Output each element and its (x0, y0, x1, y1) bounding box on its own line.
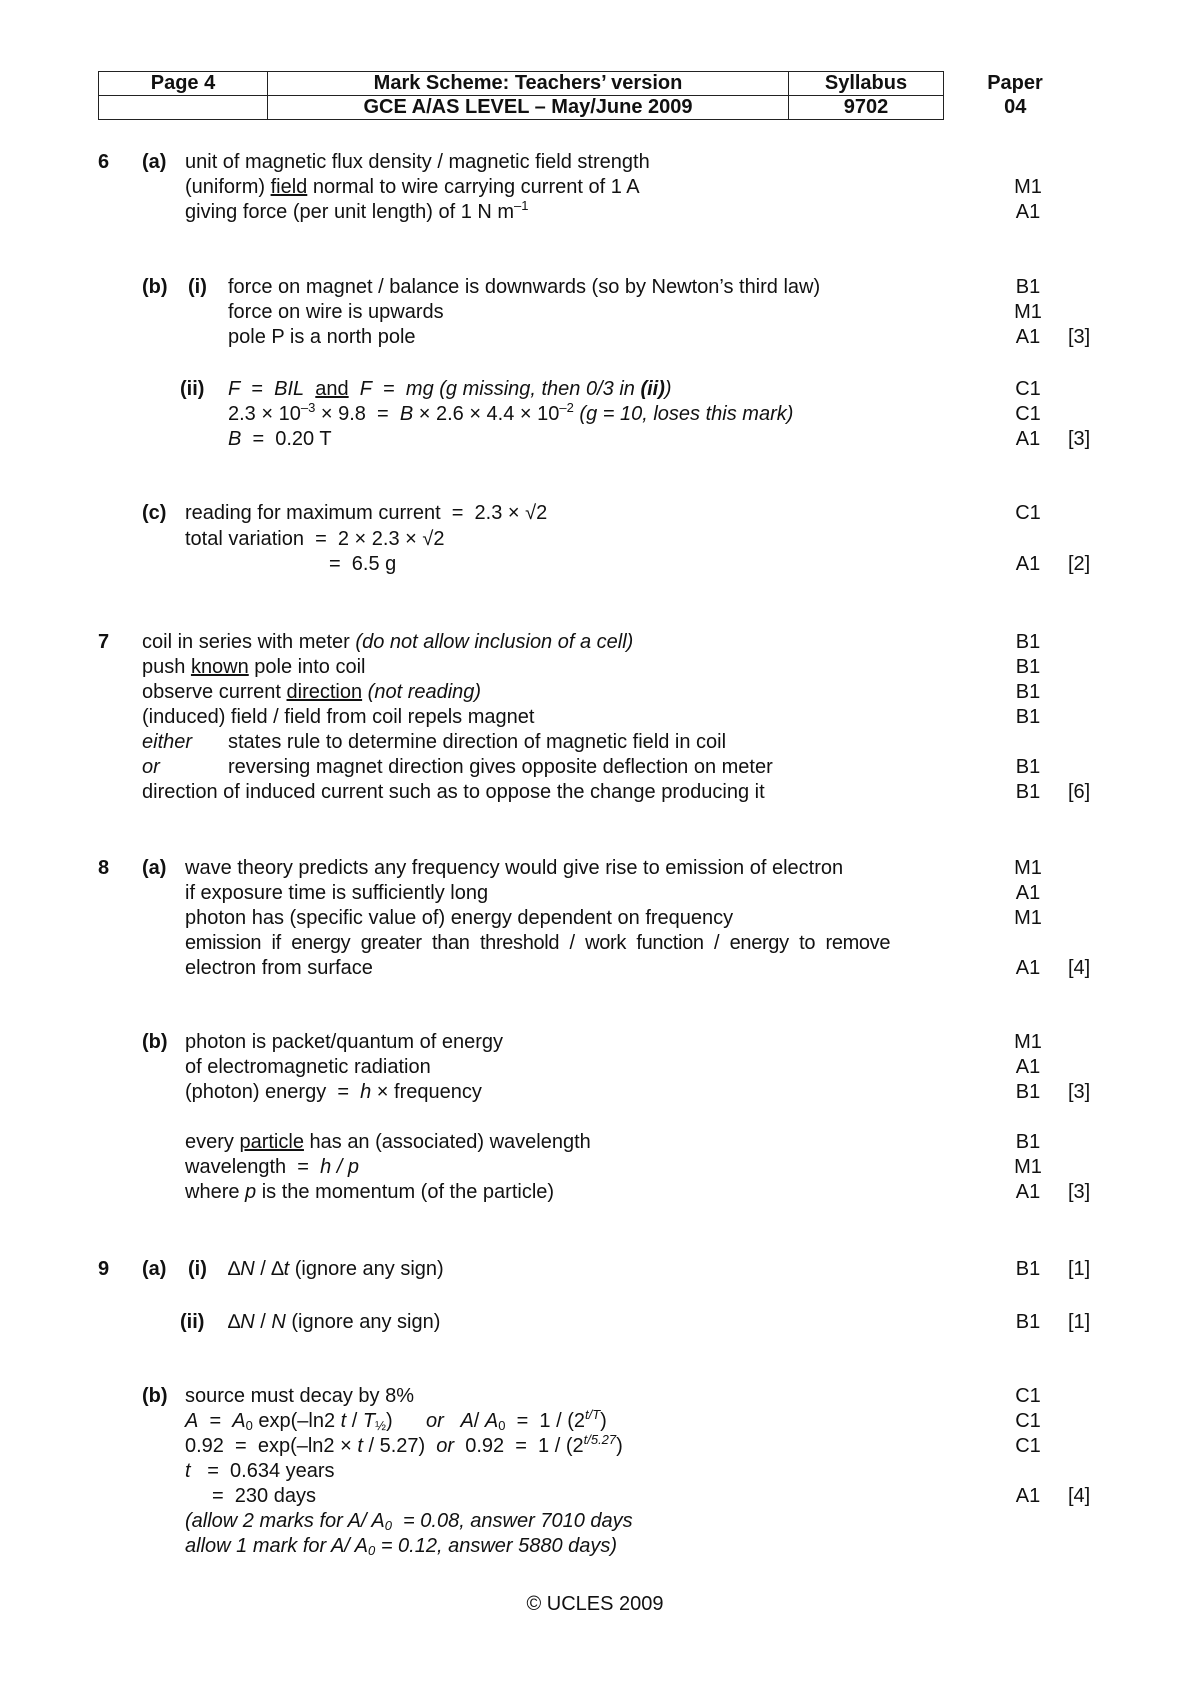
mark: M1 (1014, 301, 1042, 323)
answer-line: photon has (specific value of) energy dependent on frequency (185, 907, 734, 929)
answer-line: electron from surface (185, 957, 373, 979)
answer-line: F = BIL and F = mg (g missing, then 0/3 in (ii)) (228, 378, 672, 400)
paper-label: Paper (987, 72, 1043, 94)
question-number-8: 8 (98, 857, 110, 879)
total-marks: [3] (1068, 428, 1091, 450)
answer-line: force on wire is upwards (228, 301, 444, 323)
answer-line: B = 0.20 T (228, 428, 332, 450)
answer-line: where p is the momentum (of the particle) (185, 1181, 555, 1203)
total-marks: [3] (1068, 1081, 1091, 1103)
answer-line: t = 0.634 years (185, 1460, 335, 1482)
answer-line: = 6.5 g (329, 553, 397, 575)
mark: A1 (1015, 882, 1041, 904)
total-marks: [4] (1068, 957, 1091, 979)
answer-line: $2.3 \times 10^{-3} \times 9.8 = B \times 2.6 \times 4.4 \times 10^{-2}$ (g = 10, loses this mark) (228, 400, 794, 425)
exam-session: GCE A/AS LEVEL – May/June 2009 (268, 96, 789, 120)
total-marks: [2] (1068, 553, 1091, 575)
mark: B1 (1015, 706, 1041, 728)
mark: B1 (1015, 1131, 1041, 1153)
mark: C1 (1015, 378, 1041, 400)
total-marks: [3] (1068, 326, 1091, 348)
answer-line: giving force (per unit length) of 1 N $m^{-1}$ (185, 198, 529, 223)
answer-line: photon is packet/quantum of energy (185, 1031, 503, 1053)
answer-line: observe current direction (not reading) (142, 681, 482, 703)
mark: B1 (1015, 781, 1041, 803)
answer-line: reading for maximum current = 2.3 × √2 (185, 502, 548, 524)
header-table (98, 71, 1087, 120)
answer-line: direction of induced current such as to oppose the change producing it (142, 781, 765, 803)
part-label-8b: (b) (142, 1031, 168, 1053)
answer-line-either: either (142, 731, 193, 753)
subpart-label-9ai: (i) (188, 1258, 207, 1280)
paper-code: 04 (1004, 96, 1027, 118)
answer-line: = 230 days (212, 1485, 316, 1507)
syllabus-label: Syllabus (789, 72, 944, 96)
answer-line: if exposure time is sufficiently long (185, 882, 489, 904)
mark: A1 (1015, 1056, 1041, 1078)
answer-line: $A = A_0$ exp(–ln2 t / $T_{\frac{1}{2}}$) or A/ $A_0 = 1 / (2^{t/T})$ (185, 1407, 607, 1433)
subpart-label-9aii: (ii) (180, 1311, 205, 1333)
header-blank-cell (99, 96, 268, 120)
answer-line: reversing magnet direction gives opposite deflection on meter (228, 756, 773, 778)
answer-line: force on magnet / balance is downwards (so by Newton’s third law) (228, 276, 821, 298)
answer-line: states rule to determine direction of magnetic field in coil (228, 731, 727, 753)
part-label-6a: (a) (142, 151, 167, 173)
answer-line: (photon) energy = h × frequency (185, 1081, 482, 1103)
mark: B1 (1015, 1258, 1041, 1280)
answer-line: of electromagnetic radiation (185, 1056, 431, 1078)
answer-line: every particle has an (associated) wavelength (185, 1131, 591, 1153)
mark: M1 (1014, 1031, 1042, 1053)
mark: A1 (1015, 1181, 1041, 1203)
mark: C1 (1015, 1410, 1041, 1432)
answer-line: push known pole into coil (142, 656, 366, 678)
mark: B1 (1015, 756, 1041, 778)
mark: C1 (1015, 1385, 1041, 1407)
mark: A1 (1015, 1485, 1041, 1507)
document-title: Mark Scheme: Teachers’ version (268, 72, 789, 96)
answer-line: source must decay by 8% (185, 1385, 414, 1407)
mark: M1 (1014, 1156, 1042, 1178)
total-marks: [1] (1068, 1258, 1091, 1280)
answer-line: wavelength = h / p (185, 1156, 360, 1178)
answer-note: allow 1 mark for A/ $A_0 = 0.12$, answer 5880 days) (185, 1535, 618, 1558)
question-number-6: 6 (98, 151, 110, 173)
mark: A1 (1015, 957, 1041, 979)
mark: A1 (1015, 201, 1041, 223)
answer-line: pole P is a north pole (228, 326, 416, 348)
answer-line: emission if energy greater than threshold / work function / energy to remove (185, 932, 891, 954)
mark: A1 (1015, 553, 1041, 575)
part-label-9b: (b) (142, 1385, 168, 1407)
subpart-label-6bi: (i) (188, 276, 207, 298)
mark: B1 (1015, 1081, 1041, 1103)
answer-line: coil in series with meter (do not allow inclusion of a cell) (142, 631, 634, 653)
mark: C1 (1015, 403, 1041, 425)
part-label-9a: (a) (142, 1258, 167, 1280)
total-marks: [3] (1068, 1181, 1091, 1203)
part-label-8a: (a) (142, 857, 167, 879)
mark: M1 (1014, 907, 1042, 929)
mark: M1 (1014, 176, 1042, 198)
syllabus-code: 9702 (789, 96, 944, 120)
mark: A1 (1015, 326, 1041, 348)
mark: C1 (1015, 502, 1041, 524)
answer-line: (induced) field / field from coil repels magnet (142, 706, 535, 728)
mark: B1 (1015, 1311, 1041, 1333)
answer-line: ∆N / N (ignore any sign) (228, 1311, 441, 1333)
subpart-label-6bii: (ii) (180, 378, 205, 400)
answer-line: unit of magnetic flux density / magnetic field strength (185, 151, 650, 173)
part-label-6b: (b) (142, 276, 168, 298)
answer-note: (allow 2 marks for A/ $A_0 = 0.08$, answer 7010 days (185, 1510, 633, 1533)
mark: A1 (1015, 428, 1041, 450)
answer-line: total variation = 2 × 2.3 × √2 (185, 528, 445, 550)
mark: M1 (1014, 857, 1042, 879)
question-number-7: 7 (98, 631, 110, 653)
answer-line-or: or (142, 756, 160, 778)
page-number: Page 4 (99, 72, 268, 96)
part-label-6c: (c) (142, 502, 167, 524)
mark: C1 (1015, 1435, 1041, 1457)
answer-line: 0.92 = exp(–ln2 × t / 5.27) or $0.92 = 1 / (2^{t/5.27})$ (185, 1432, 623, 1457)
total-marks: [6] (1068, 781, 1091, 803)
mark: B1 (1015, 656, 1041, 678)
question-number-9: 9 (98, 1258, 110, 1280)
answer-line: (uniform) field normal to wire carrying current of 1 A (185, 176, 640, 198)
total-marks: [1] (1068, 1311, 1091, 1333)
mark: B1 (1015, 631, 1041, 653)
answer-line: wave theory predicts any frequency would give rise to emission of electron (185, 857, 844, 879)
mark: B1 (1015, 276, 1041, 298)
mark: B1 (1015, 681, 1041, 703)
total-marks: [4] (1068, 1485, 1091, 1507)
answer-line: ∆N / ∆t (ignore any sign) (228, 1258, 444, 1280)
copyright-footer: © UCLES 2009 (526, 1593, 664, 1615)
